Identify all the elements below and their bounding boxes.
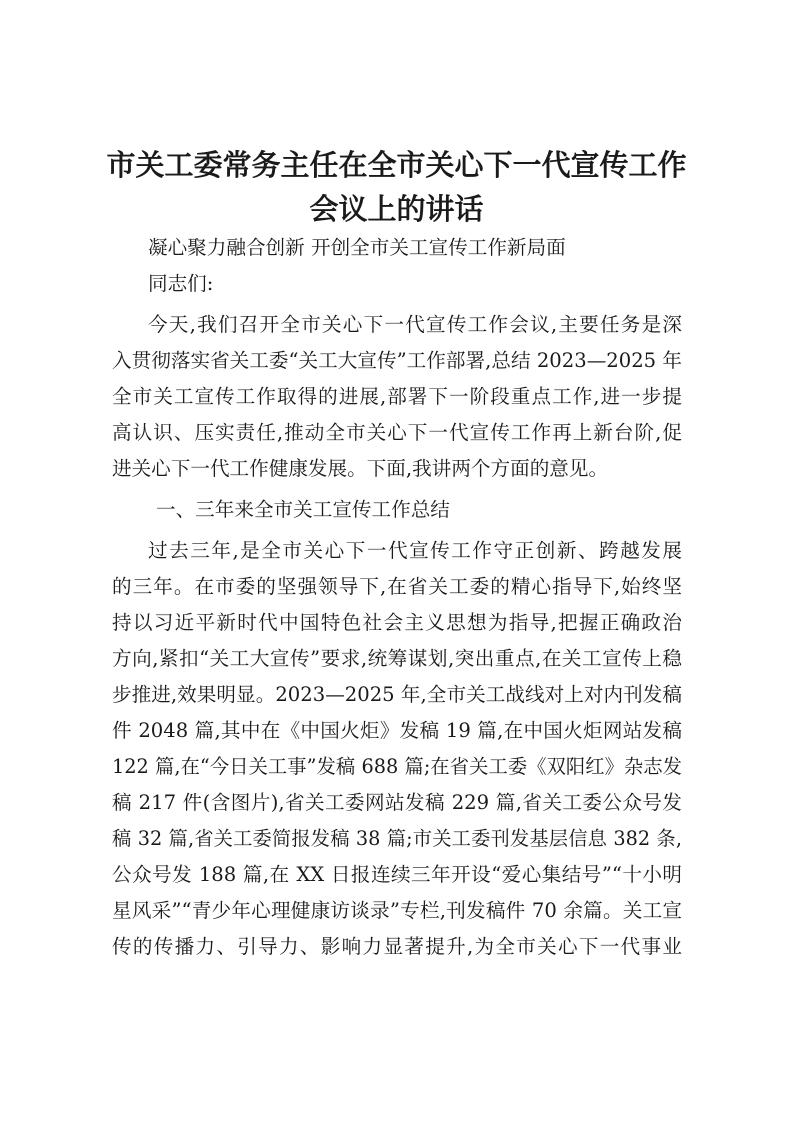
paragraph-line: 122 篇,在“今日关工事”发稿 688 篇;在省关工委《双阳红》杂志发 <box>112 755 682 778</box>
document-subtitle: 凝心聚力融合创新 开创全市关工宣传工作新局面 <box>148 236 566 259</box>
paragraph-line: 的三年。在市委的坚强领导下,在省关工委的精心指导下,始终坚 <box>112 575 682 598</box>
document-title-line-1: 市关工委常务主任在全市关心下一代宣传工作 <box>106 148 687 182</box>
paragraph-line: 方向,紧扣“关工大宣传”要求,统筹谋划,突出重点,在关工宣传上稳 <box>112 647 682 670</box>
paragraph-line: 进关心下一代工作健康发展。下面,我讲两个方面的意见。 <box>112 457 609 480</box>
section-heading: 一、三年来全市关工宣传工作总结 <box>156 498 450 521</box>
paragraph-line: 星风采”“青少年心理健康访谈录”专栏,刊发稿件 70 余篇。关工宣 <box>112 899 682 922</box>
salutation: 同志们: <box>148 272 214 295</box>
paragraph-line: 稿 217 件(含图片),省关工委网站发稿 229 篇,省关工委公众号发 <box>112 791 682 814</box>
paragraph-line: 持以习近平新时代中国特色社会主义思想为指导,把握正确政治 <box>112 611 682 634</box>
paragraph-line: 过去三年,是全市关心下一代宣传工作守正创新、跨越发展 <box>148 539 682 562</box>
paragraph-line: 今天,我们召开全市关心下一代宣传工作会议,主要任务是深 <box>148 313 682 336</box>
paragraph-line: 传的传播力、引导力、影响力显著提升,为全市关心下一代事业 <box>112 935 682 958</box>
paragraph-line: 稿 32 篇,省关工委简报发稿 38 篇;市关工委刊发基层信息 382 条, <box>112 827 682 850</box>
paragraph-line: 步推进,效果明显。2023—2025 年,全市关工战线对上对内刊发稿 <box>112 683 682 706</box>
paragraph-line: 件 2048 篇,其中在《中国火炬》发稿 19 篇,在中国火炬网站发稿 <box>112 719 682 742</box>
paragraph-line: 全市关工宣传工作取得的进展,部署下一阶段重点工作,进一步提 <box>112 385 682 408</box>
paragraph-line: 高认识、压实责任,推动全市关心下一代宣传工作再上新台阶,促 <box>112 421 682 444</box>
document-title-line-2: 会议上的讲话 <box>309 192 484 226</box>
paragraph-line: 入贯彻落实省关工委“关工大宣传”工作部署,总结 2023—2025 年 <box>112 349 682 372</box>
paragraph-line: 公众号发 188 篇,在 XX 日报连续三年开设“爱心集结号”“十小明 <box>112 863 682 886</box>
